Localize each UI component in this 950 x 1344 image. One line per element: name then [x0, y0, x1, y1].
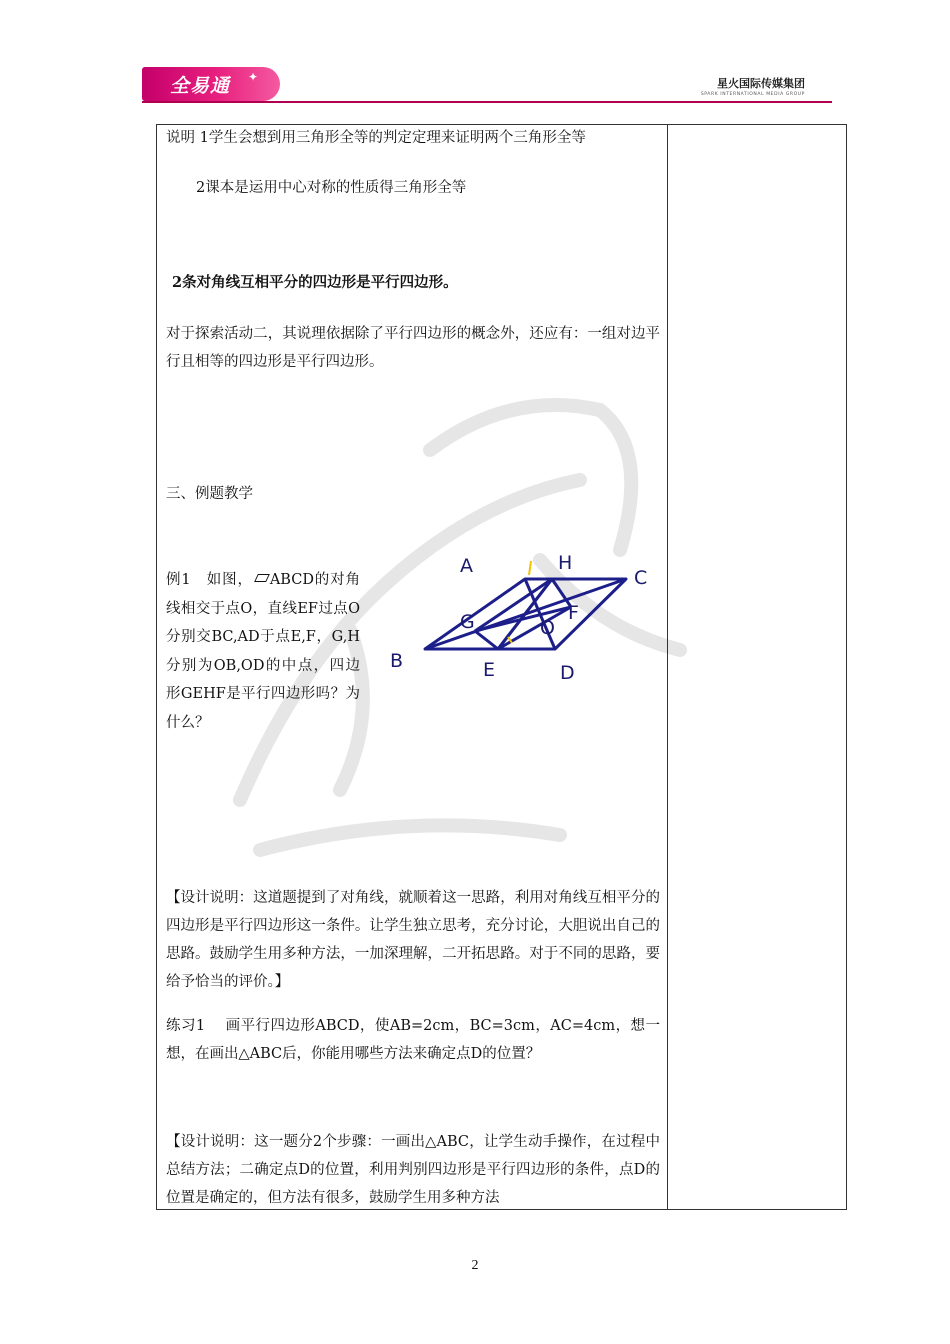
brand-logo: [142, 67, 280, 101]
label-o: O: [540, 617, 555, 639]
brand-logo-text: 全易通: [170, 74, 231, 97]
example-1-text: [166, 566, 360, 737]
segment-gf: [475, 607, 571, 631]
accent-mark-top: [529, 561, 531, 575]
label-b: B: [390, 650, 404, 672]
design-note-1: 【设计说明：这道题提到了对角线，就顺着这一思路，利用对角线互相平分的四边形是平行四边形这一条件。让学生独立思考，充分讨论，大胆说出自己的思路。鼓励学生用多种方法，一加深理解，二开拓思路。对于不同的思路，要给予恰当的评价。】: [166, 890, 660, 990]
exploration-paragraph: 对于探索活动二，其说理依据除了平行四边形的概念外，还应有：一组对边平行且相等的四边形是平行四边形。: [166, 326, 660, 370]
label-h: H: [558, 552, 573, 574]
publisher-name-en: SPARK INTERNATIONAL MEDIA GROUP: [700, 92, 805, 97]
label-d: D: [560, 662, 575, 684]
publisher-block: [701, 75, 805, 97]
header-rule: [142, 101, 832, 103]
label-f: F: [568, 602, 579, 624]
label-g: G: [460, 611, 475, 633]
design-note-2: 【设计说明：这一题分2个步骤：一画出△ABC，让学生动手操作，在过程中总结方法；二确定点D的位置，利用判别四边形是平行四边形的条件，点D的位置是确定的，但方法有很多，鼓励学生用多种方法: [166, 1134, 660, 1206]
example-1-body: ABCD的对角线相交于点O，直线EF过点O分别交BC,AD于点E,F，G,H分别为OB,OD的中点，四边形GEHF是平行四边形吗？为什么？: [166, 572, 360, 731]
publisher-name: 星火国际传媒集团: [717, 77, 805, 90]
note-line-1: 说明 1学生会想到用三角形全等的判定定理来证明两个三角形全等: [166, 130, 586, 146]
sparkle-icon: ✦: [247, 70, 258, 84]
parallelogram-figure: [380, 545, 670, 695]
label-a: A: [460, 555, 473, 577]
label-e: E: [483, 659, 496, 681]
page-number: 2: [471, 1258, 479, 1273]
theorem-heading: 2条对角线互相平分的四边形是平行四边形。: [172, 274, 458, 291]
note-line-2: 2课本是运用中心对称的性质得三角形全等: [196, 180, 467, 196]
exercise-1: 练习1 画平行四边形ABCD，使AB=2cm，BC=3cm，AC=4cm，想一想，在画出△ABC后，你能用哪些方法来确定点D的位置？: [166, 1018, 660, 1062]
segment-ge: [475, 631, 498, 649]
example-1-prefix: 例1 如图，: [166, 572, 253, 588]
parallelogram-icon: [254, 574, 270, 582]
section-heading: 三、例题教学: [166, 486, 253, 502]
figure-lines: [425, 579, 626, 649]
label-c: C: [634, 567, 648, 589]
